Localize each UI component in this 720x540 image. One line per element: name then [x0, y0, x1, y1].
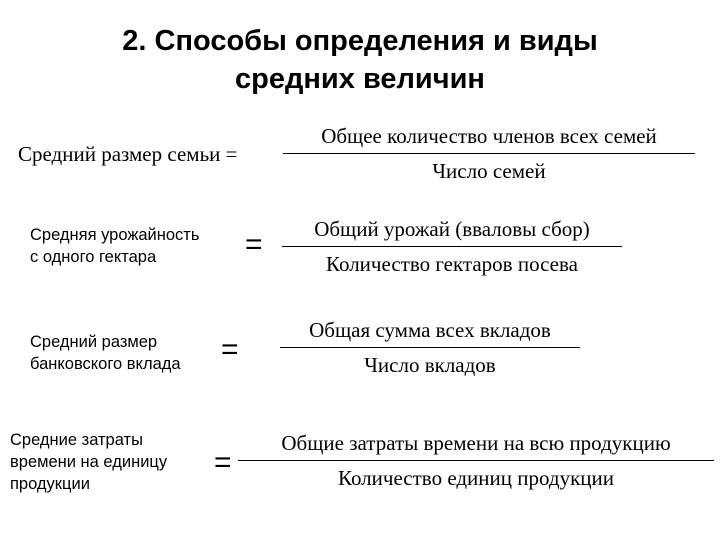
slide-title	[0, 22, 720, 98]
formula-2-denominator: Количество гектаров посева	[326, 252, 578, 277]
formula-4-lhs-line-1: Средние затраты	[10, 431, 143, 449]
formula-2-lhs-line-1: Средняя урожайность	[30, 226, 200, 244]
formula-1-numerator: Общее количество членов всех семей	[321, 124, 657, 148]
formula-3-equals-sign: =	[221, 333, 239, 366]
formula-2-numerator: Общий урожай (вваловы сбор)	[314, 217, 590, 241]
slide-title-line-2: средних величин	[235, 63, 485, 95]
formula-3-numerator: Общая сумма всех вкладов	[309, 318, 551, 342]
formula-2-equals-sign: =	[245, 228, 263, 261]
formula-4-fraction	[238, 430, 714, 491]
formula-4-lhs-line-2: времени на единицу	[10, 453, 168, 471]
formula-1-fraction	[283, 123, 695, 184]
formula-2-lhs-line-2: с одного гектара	[30, 248, 157, 266]
formula-2-fraction	[282, 216, 622, 277]
formula-4-lhs-line-3: продукции	[10, 475, 90, 493]
formula-3-lhs-line-2: банковского вклада	[30, 355, 181, 373]
slide-title-line-1: 2. Способы определения и виды	[122, 25, 598, 57]
formula-3-denominator: Число вкладов	[364, 353, 496, 378]
fraction-bar	[238, 460, 714, 461]
formula-4-equals-sign: =	[214, 446, 232, 479]
formula-1-lhs-text: Средний размер семьи	[18, 142, 221, 166]
formula-4-numerator: Общие затраты времени на всю продукцию	[281, 431, 671, 455]
formula-1-denominator: Число семей	[432, 159, 546, 184]
formula-1-equals-sign: =	[225, 142, 238, 166]
fraction-bar	[283, 153, 695, 154]
formula-3-lhs-line-1: Средний размер	[30, 333, 158, 351]
fraction-bar	[282, 246, 622, 247]
formula-1-lhs	[18, 141, 237, 167]
formula-2-lhs	[30, 224, 199, 268]
formula-3-fraction	[280, 317, 580, 378]
formula-3-lhs	[30, 331, 181, 375]
formula-4-denominator: Количество единиц продукции	[338, 466, 614, 491]
fraction-bar	[280, 347, 580, 348]
formula-4-lhs	[10, 429, 167, 495]
